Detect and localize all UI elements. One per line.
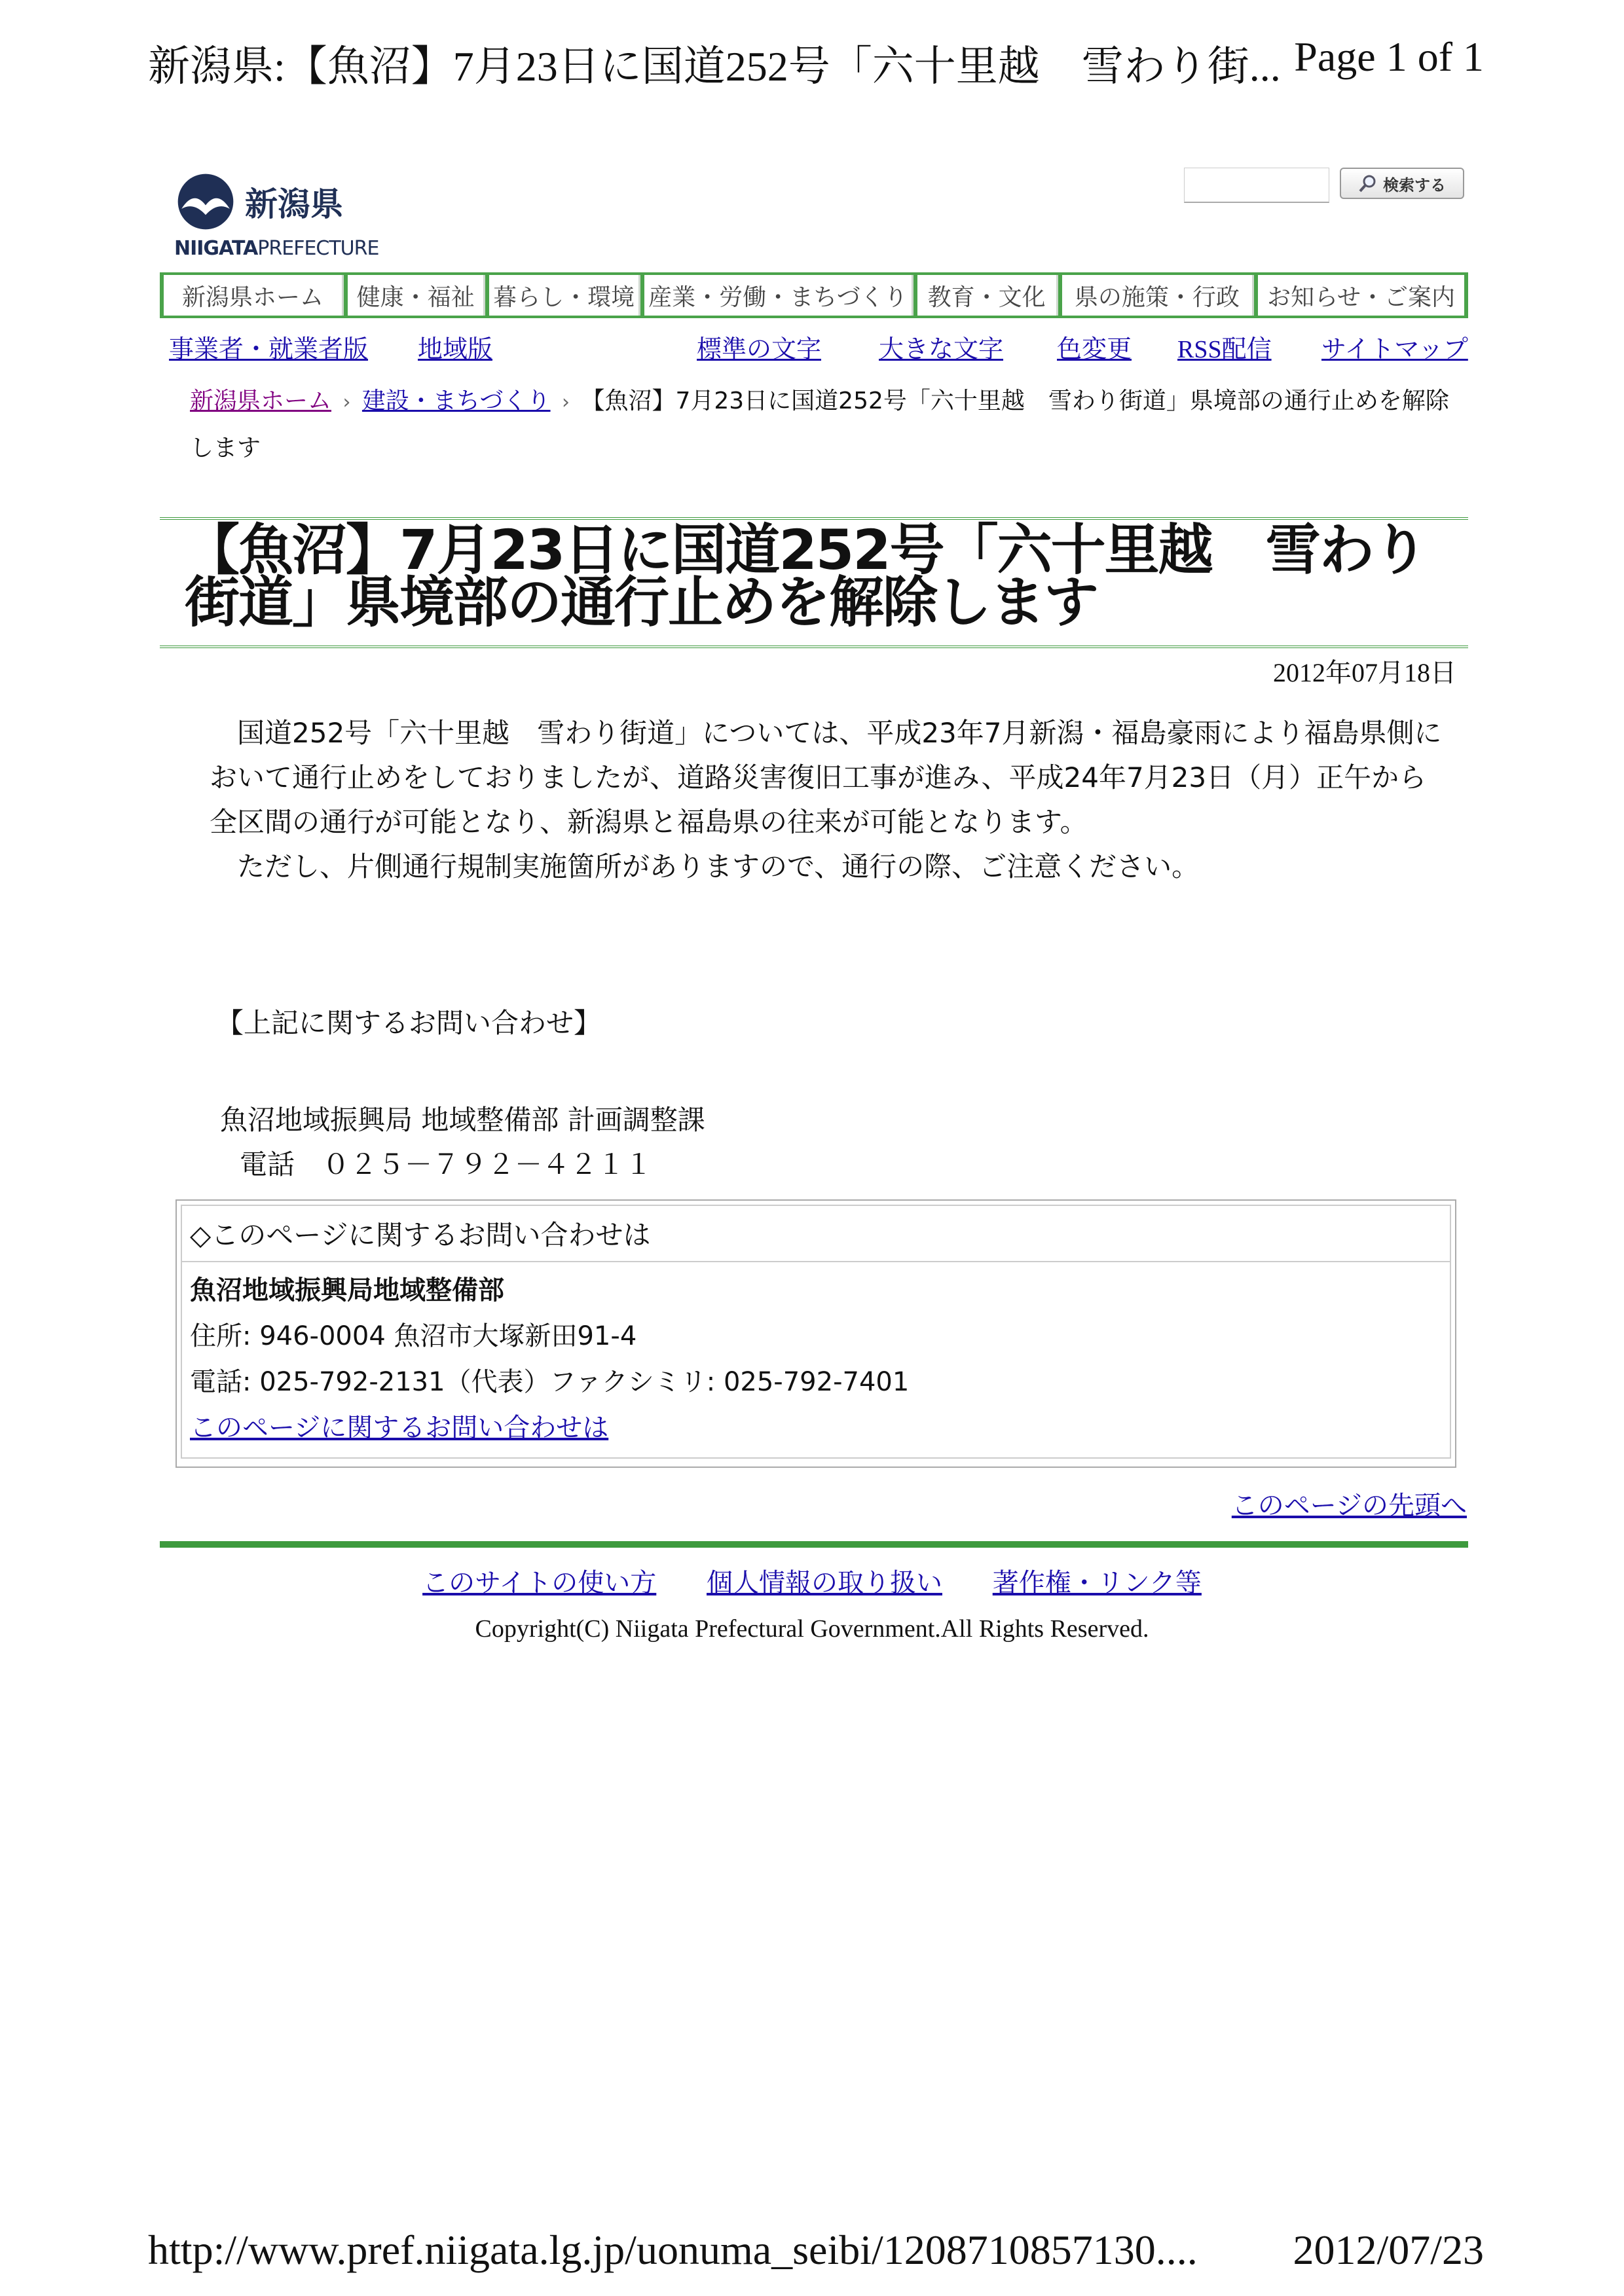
breadcrumb-category-link[interactable]: 建設・まちづくり xyxy=(361,388,551,414)
sitemap-link[interactable]: サイトマップ xyxy=(1321,335,1468,363)
article-paragraph: 国道252号「六十里越 雪わり街道」については、平成23年7月新潟・福島豪雨により福島県側において通行止めをしておりましたが、道路災害復旧工事が進み、平成24年7月23日（月）正午から全区間の通行が可能となり、新潟県と福島県の往来が可能となります。 xyxy=(210,717,1442,838)
region-version-link[interactable]: 地域版 xyxy=(418,335,493,363)
contact-form-link[interactable]: このページに関するお問い合わせは xyxy=(190,1413,609,1443)
print-url: http://www.pref.niigata.lg.jp/uonuma_seibi/1208710857130.... xyxy=(148,2227,1198,2273)
contact-box-body xyxy=(181,1262,1451,1459)
search-button[interactable] xyxy=(1340,168,1464,199)
print-title: 新潟県:【魚沼】7月23日に国道252号「六十里越 雪わり街... xyxy=(148,43,1281,90)
print-header xyxy=(148,33,1484,92)
breadcrumb-home-link[interactable]: 新潟県ホーム xyxy=(190,388,332,414)
nav-item-health[interactable]: 健康・福祉 xyxy=(344,275,485,316)
prefecture-emblem-icon xyxy=(175,172,236,232)
utility-links xyxy=(169,329,1466,368)
print-date: 2012/07/23 xyxy=(1293,2227,1484,2273)
footer-links xyxy=(0,1562,1624,1599)
breadcrumb-separator: › xyxy=(342,391,351,414)
business-version-link[interactable]: 事業者・就業者版 xyxy=(169,335,369,363)
nav-item-industry[interactable]: 産業・労働・まちづくり xyxy=(640,275,913,316)
page-top-link[interactable]: このページの先頭へ xyxy=(1231,1491,1467,1521)
magnifier-icon xyxy=(1358,173,1378,193)
logo-name: 新潟県 xyxy=(245,185,343,223)
contact-organization: 魚沼地域振興局地域整備部 xyxy=(190,1275,504,1305)
rss-link[interactable]: RSS配信 xyxy=(1177,336,1272,363)
page-number: Page 1 of 1 xyxy=(1294,33,1484,80)
article-paragraph: ただし、片側通行規制実施箇所がありますので、通行の際、ご注意ください。 xyxy=(237,850,1200,883)
inquiry-organization: 魚沼地域振興局 地域整備部 計画調整課 xyxy=(220,1104,705,1136)
breadcrumb xyxy=(190,378,1454,471)
copyright: Copyright(C) Niigata Prefectural Government.All Rights Reserved. xyxy=(475,1615,1149,1643)
footer-copyright-link[interactable]: 著作権・リンク等 xyxy=(992,1568,1202,1598)
inquiry-heading: 【上記に関するお問い合わせ】 xyxy=(216,1007,602,1039)
contact-phone: 電話: 025-792-2131（代表）ファクシミリ: 025-792-7401 xyxy=(190,1367,910,1397)
contact-box-heading: ◇このページに関するお問い合わせは xyxy=(181,1205,1451,1262)
large-text-link[interactable]: 大きな文字 xyxy=(879,335,1004,363)
nav-item-home[interactable]: 新潟県ホーム xyxy=(160,275,344,316)
global-nav xyxy=(160,272,1468,318)
nav-item-living[interactable]: 暮らし・環境 xyxy=(485,275,640,316)
article-title-block xyxy=(160,517,1468,648)
nav-item-education[interactable]: 教育・文化 xyxy=(913,275,1058,316)
site-logo[interactable] xyxy=(172,169,381,261)
logo-english: NIIGATAPREFECTURE xyxy=(174,237,379,260)
breadcrumb-current: 【魚沼】7月23日に国道252号「六十里越 雪わり街道」県境部の通行止めを解除します xyxy=(190,388,1449,462)
article-body xyxy=(210,711,1454,889)
footer-usage-link[interactable]: このサイトの使い方 xyxy=(422,1568,657,1598)
page-title: 【魚沼】7月23日に国道252号「六十里越 雪わり街道」県境部の通行止めを解除します xyxy=(185,518,1427,634)
nav-item-notice[interactable]: お知らせ・ご案内 xyxy=(1254,275,1468,316)
inquiry-phone: 電話 ０２５－７９２－４２１１ xyxy=(240,1148,653,1180)
normal-text-link[interactable]: 標準の文字 xyxy=(697,335,822,363)
breadcrumb-separator: › xyxy=(562,391,570,414)
footer-divider xyxy=(160,1541,1468,1548)
print-footer xyxy=(148,2226,1484,2285)
search-input[interactable] xyxy=(1184,168,1329,203)
contact-box xyxy=(175,1199,1456,1468)
nav-item-policy[interactable]: 県の施策・行政 xyxy=(1058,275,1255,316)
publish-date: 2012年07月18日 xyxy=(1273,658,1456,687)
footer-privacy-link[interactable]: 個人情報の取り扱い xyxy=(707,1568,942,1598)
search-button-label: 検索する xyxy=(1383,175,1446,194)
contact-address: 住所: 946-0004 魚沼市大塚新田91-4 xyxy=(190,1321,637,1351)
color-change-link[interactable]: 色変更 xyxy=(1057,335,1132,363)
